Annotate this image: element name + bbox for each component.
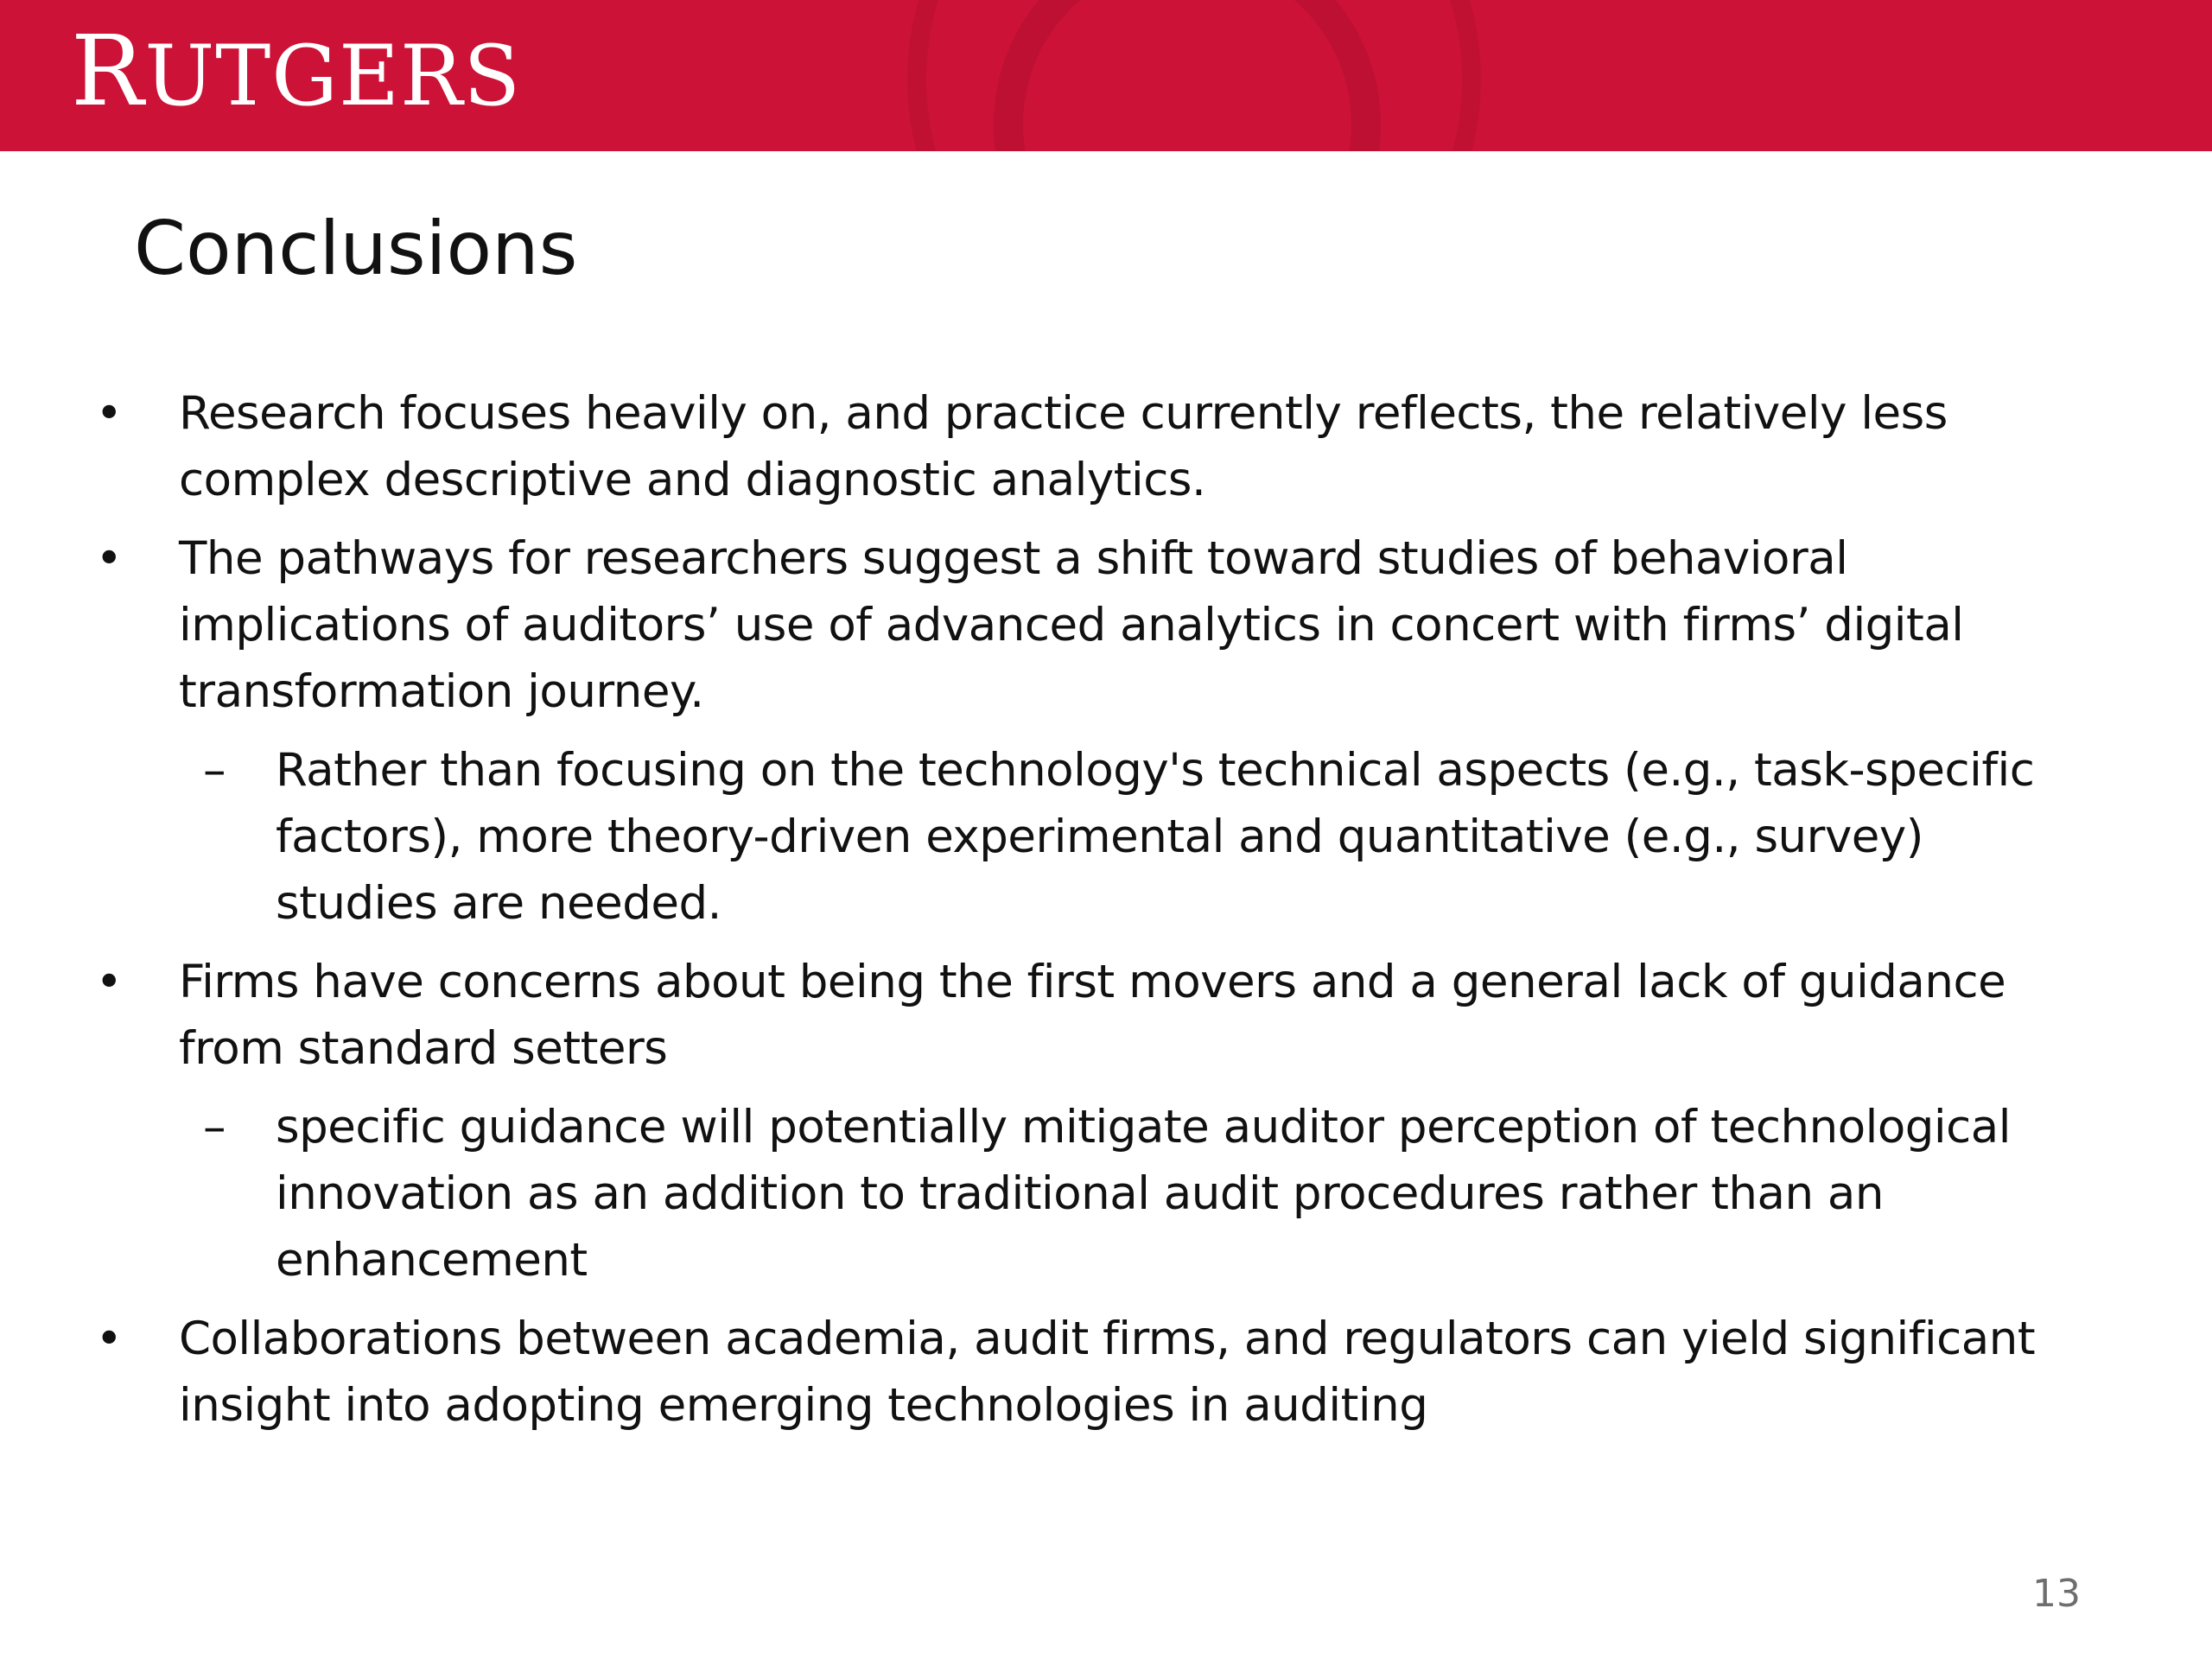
bullet-item-4 xyxy=(86,1306,2091,1439)
sub-bullet-item-2 xyxy=(86,1094,2091,1294)
rutgers-logo xyxy=(71,16,522,128)
bullet-text: The pathways for researchers suggest a shift toward studies of behavioral implications of auditors’ use of advanced analytics in concert with firms’ digital transformation journey. xyxy=(179,532,1964,718)
bullet-item-3 xyxy=(86,949,2091,1082)
bullet-marker: • xyxy=(95,956,123,1008)
dash-marker: – xyxy=(203,744,226,797)
sub-bullet-text: specific guidance will potentially mitigate auditor perception of technological innovation as an addition to traditional audit procedures rather than an enhancement xyxy=(276,1101,2011,1287)
header-banner xyxy=(0,0,2212,151)
sub-bullet-item-1 xyxy=(86,737,2091,937)
bullet-marker: • xyxy=(95,1313,123,1365)
bullet-item-1 xyxy=(86,380,2091,513)
slide-title: Conclusions xyxy=(134,206,578,292)
dash-marker: – xyxy=(203,1101,226,1154)
sub-bullet-text: Rather than focusing on the technology's technical aspects (e.g., task-specific factors), more theory-driven experimental and quantitative (e.g., survey) studies are needed. xyxy=(276,744,2035,930)
bullet-marker: • xyxy=(95,387,123,440)
bullet-text: Research focuses heavily on, and practice currently reflects, the relatively less complex descriptive and diagnostic analytics. xyxy=(179,387,1948,506)
bullet-text: Firms have concerns about being the first movers and a general lack of guidance from standard setters xyxy=(179,956,2006,1075)
bullet-list xyxy=(86,380,2091,1451)
banner-seal-texture-inner xyxy=(994,0,1381,151)
logo-rest: UTGERS xyxy=(144,28,522,124)
bullet-item-2 xyxy=(86,525,2091,725)
logo-initial: R xyxy=(71,16,145,128)
bullet-marker: • xyxy=(95,532,123,585)
bullet-text: Collaborations between academia, audit firms, and regulators can yield significant insight into adopting emerging technologies in auditing xyxy=(179,1313,2036,1432)
page-number: 13 xyxy=(2032,1572,2081,1616)
